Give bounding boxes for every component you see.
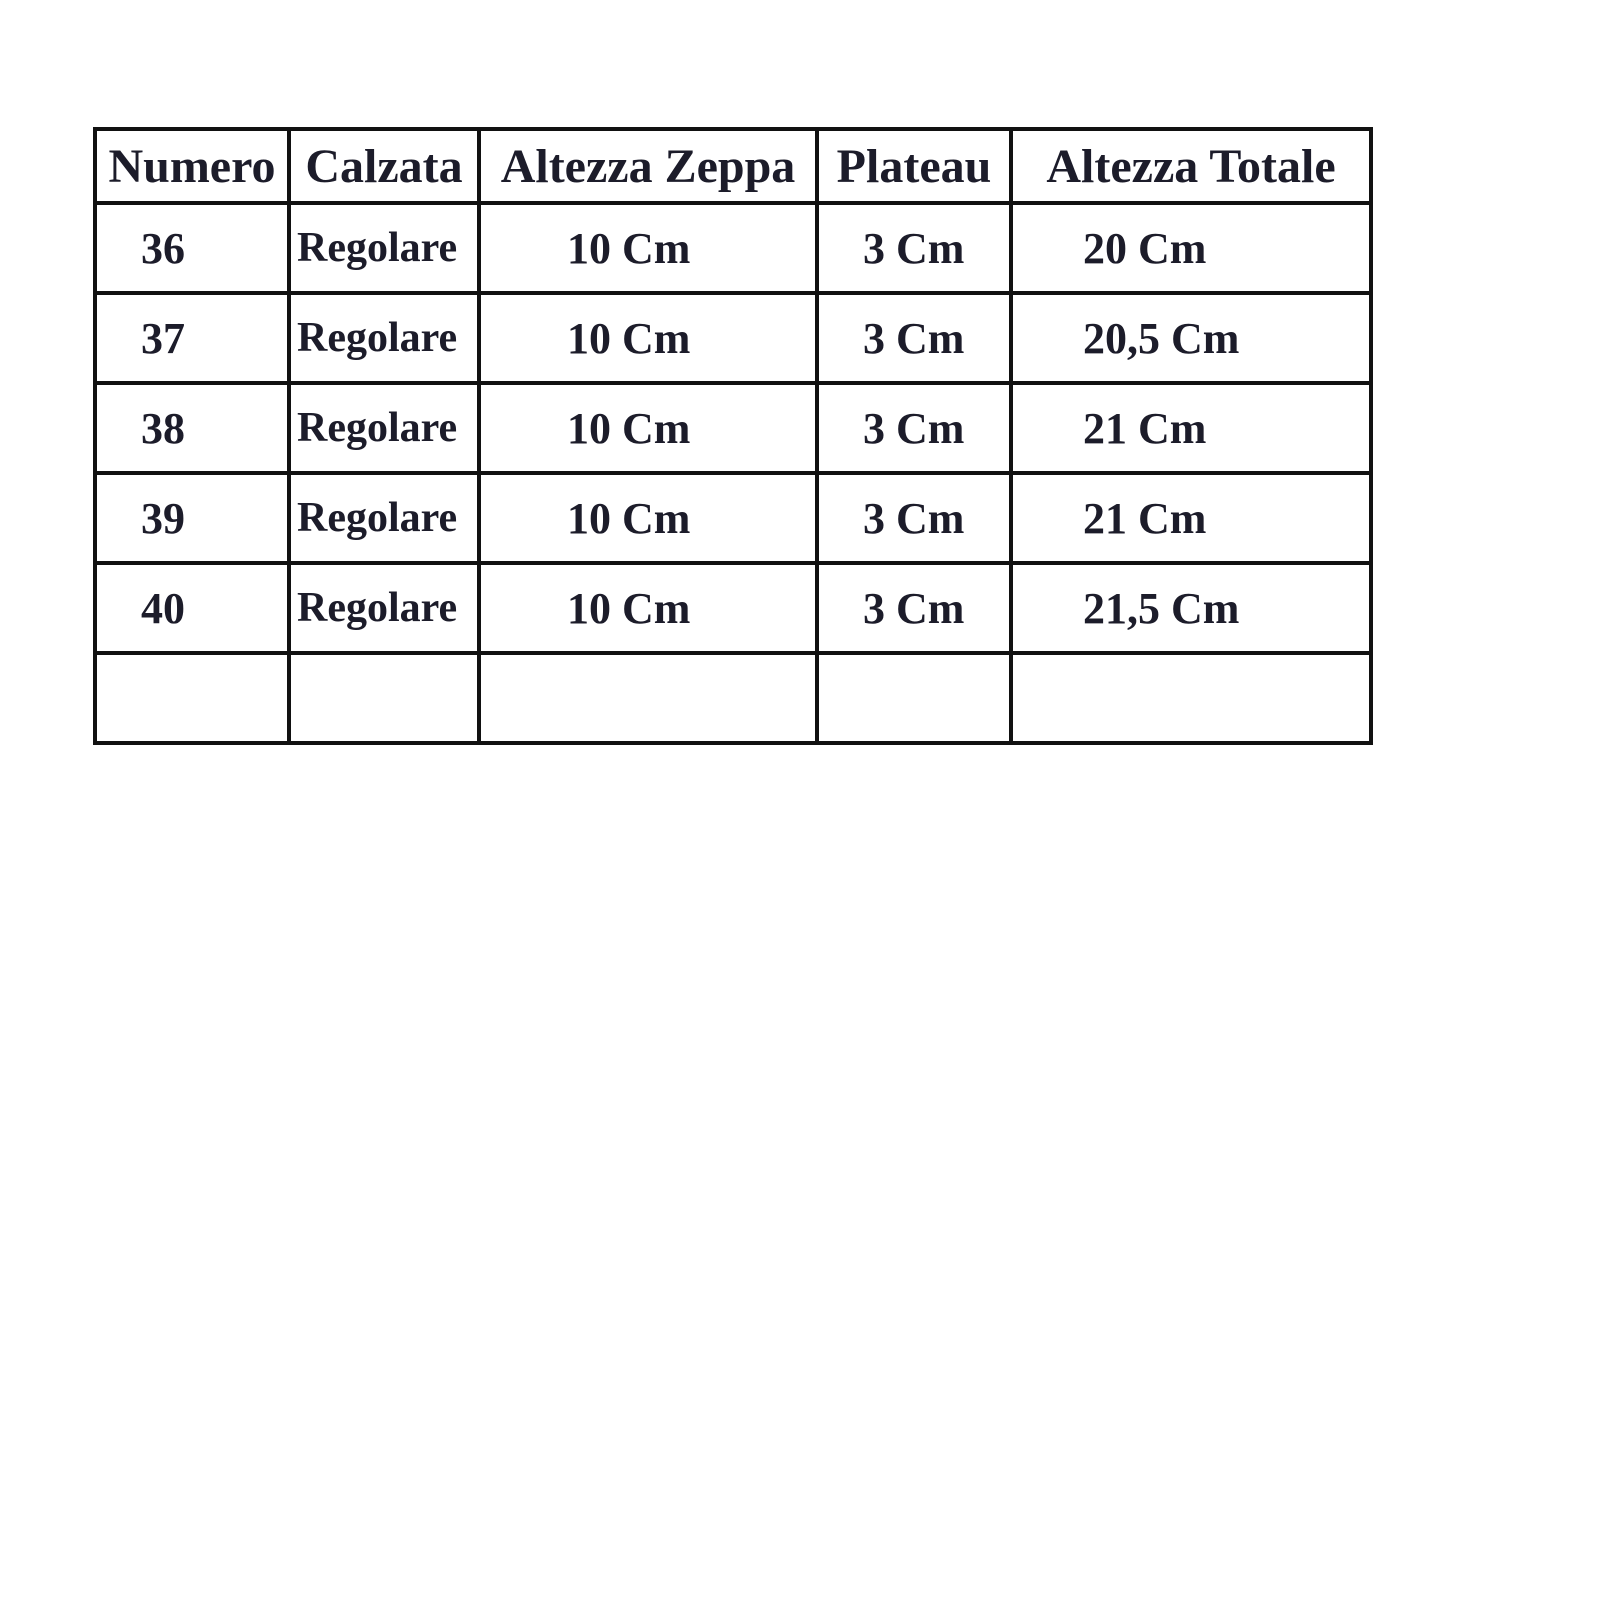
- cell-calzata: Regolare: [289, 293, 479, 383]
- cell-calzata: Regolare: [289, 473, 479, 563]
- cell-altezza-zeppa: 10 Cm: [479, 383, 817, 473]
- cell-numero: 39: [95, 473, 289, 563]
- cell-calzata: Regolare: [289, 563, 479, 653]
- table-row: [95, 383, 1371, 473]
- cell-altezza-zeppa: 10 Cm: [479, 563, 817, 653]
- cell-numero: 40: [95, 563, 289, 653]
- cell-plateau: 3 Cm: [817, 473, 1011, 563]
- size-table: [93, 127, 1373, 745]
- cell-numero: 36: [95, 203, 289, 293]
- cell-plateau: 3 Cm: [817, 563, 1011, 653]
- cell-altezza-totale: 21,5 Cm: [1011, 563, 1371, 653]
- table-row: [95, 563, 1371, 653]
- table-row: [95, 473, 1371, 563]
- empty-cell: [1011, 653, 1371, 743]
- table-row: [95, 203, 1371, 293]
- header-numero: Numero: [95, 129, 289, 203]
- cell-altezza-totale: 20,5 Cm: [1011, 293, 1371, 383]
- cell-altezza-totale: 21 Cm: [1011, 473, 1371, 563]
- header-altezza-zeppa: Altezza Zeppa: [479, 129, 817, 203]
- cell-altezza-zeppa: 10 Cm: [479, 203, 817, 293]
- header-row: [95, 129, 1371, 203]
- cell-altezza-zeppa: 10 Cm: [479, 473, 817, 563]
- cell-plateau: 3 Cm: [817, 383, 1011, 473]
- cell-plateau: 3 Cm: [817, 293, 1011, 383]
- table-row: [95, 293, 1371, 383]
- cell-plateau: 3 Cm: [817, 203, 1011, 293]
- header-plateau: Plateau: [817, 129, 1011, 203]
- empty-table-row: [95, 653, 1371, 743]
- cell-calzata: Regolare: [289, 383, 479, 473]
- empty-cell: [479, 653, 817, 743]
- header-calzata: Calzata: [289, 129, 479, 203]
- empty-cell: [817, 653, 1011, 743]
- cell-numero: 37: [95, 293, 289, 383]
- cell-altezza-totale: 20 Cm: [1011, 203, 1371, 293]
- header-altezza-totale: Altezza Totale: [1011, 129, 1371, 203]
- cell-numero: 38: [95, 383, 289, 473]
- cell-altezza-zeppa: 10 Cm: [479, 293, 817, 383]
- empty-cell: [95, 653, 289, 743]
- cell-calzata: Regolare: [289, 203, 479, 293]
- cell-altezza-totale: 21 Cm: [1011, 383, 1371, 473]
- empty-cell: [289, 653, 479, 743]
